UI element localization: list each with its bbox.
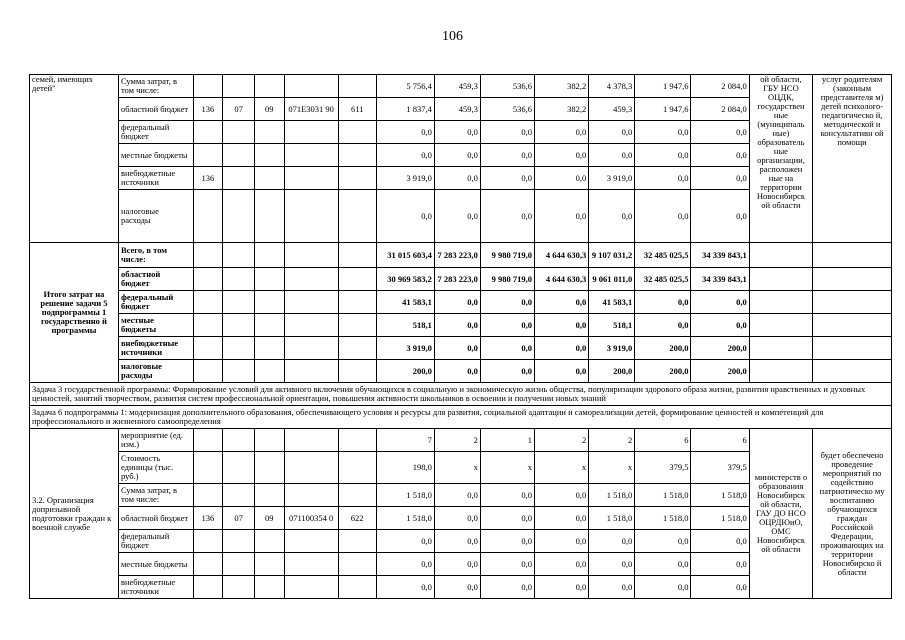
value-cell: 382,2 <box>535 98 589 121</box>
value-cell: 0,0 <box>635 121 691 144</box>
value-cell: х <box>535 452 589 484</box>
value-cell: 9 107 031,2 <box>589 243 635 268</box>
value-cell: 1 947,6 <box>635 75 691 98</box>
grbs-cell <box>193 576 223 599</box>
empty-cell <box>338 314 376 337</box>
empty-cell <box>284 360 338 383</box>
vr-cell <box>338 75 376 98</box>
empty-cell <box>813 291 892 314</box>
vr-cell <box>338 530 376 553</box>
measure-name-cell: 3.2. Организация допризывной подготовки граждан к военной службе <box>30 429 119 599</box>
value-cell: х <box>434 452 480 484</box>
empty-cell <box>254 268 284 291</box>
value-cell: 2 084,0 <box>691 75 749 98</box>
pr-cell <box>254 144 284 167</box>
value-cell: 0,0 <box>434 314 480 337</box>
value-cell: 379,5 <box>691 452 749 484</box>
value-cell: 0,0 <box>535 167 589 190</box>
value-cell: 4 644 630,3 <box>535 243 589 268</box>
value-cell: 518,1 <box>376 314 434 337</box>
value-cell: 0,0 <box>480 337 534 360</box>
row-label-cell: местные бюджеты <box>118 553 193 576</box>
row-label-cell: Стоимость единицы (тыс. руб.) <box>118 452 193 484</box>
value-cell: 0,0 <box>480 121 534 144</box>
value-cell: 0,0 <box>480 314 534 337</box>
value-cell: 1 837,4 <box>376 98 434 121</box>
empty-cell <box>749 291 812 314</box>
value-cell: 1 947,6 <box>635 98 691 121</box>
value-cell: 0,0 <box>376 576 434 599</box>
rz-cell <box>223 190 255 243</box>
value-cell: 0,0 <box>691 553 749 576</box>
csr-cell <box>284 576 338 599</box>
value-cell: 0,0 <box>480 144 534 167</box>
empty-cell <box>284 268 338 291</box>
pr-cell <box>254 553 284 576</box>
csr-cell <box>284 121 338 144</box>
empty-cell <box>193 337 223 360</box>
value-cell: 536,6 <box>480 75 534 98</box>
empty-cell <box>338 243 376 268</box>
value-cell: 0,0 <box>480 553 534 576</box>
rz-cell: 07 <box>223 507 255 530</box>
pr-cell <box>254 429 284 452</box>
row-label-cell: Всего, в том числе: <box>118 243 193 268</box>
empty-cell <box>284 337 338 360</box>
row-label-cell: федеральный бюджет <box>118 291 193 314</box>
value-cell: 0,0 <box>635 167 691 190</box>
task-rows <box>30 383 892 429</box>
vr-cell <box>338 144 376 167</box>
pr-cell <box>254 576 284 599</box>
value-cell: 0,0 <box>535 507 589 530</box>
value-cell: 0,0 <box>376 530 434 553</box>
value-cell: 4 378,3 <box>589 75 635 98</box>
vr-cell <box>338 429 376 452</box>
empty-cell <box>254 243 284 268</box>
value-cell: 0,0 <box>589 144 635 167</box>
row-label-cell: Сумма затрат, в том числе: <box>118 484 193 507</box>
empty-cell <box>749 243 812 268</box>
csr-cell <box>284 75 338 98</box>
row-label-cell: областной бюджет <box>118 268 193 291</box>
empty-cell <box>223 291 255 314</box>
pr-cell: 09 <box>254 98 284 121</box>
empty-cell <box>254 291 284 314</box>
value-cell: 0,0 <box>589 530 635 553</box>
value-cell: 0,0 <box>535 484 589 507</box>
value-cell: 9 980 719,0 <box>480 243 534 268</box>
csr-cell <box>284 553 338 576</box>
value-cell: 0,0 <box>589 121 635 144</box>
empty-cell <box>193 268 223 291</box>
grbs-cell <box>193 121 223 144</box>
value-cell: 3 919,0 <box>376 167 434 190</box>
totals-title-cell: Итого затрат на решение задачи 5 подпрограммы 1 государственно й программы <box>30 243 119 383</box>
row-label-cell: налоговые расходы <box>118 190 193 243</box>
value-cell: 0,0 <box>691 121 749 144</box>
value-cell: 0,0 <box>376 144 434 167</box>
value-cell: 32 485 025,5 <box>635 243 691 268</box>
empty-cell <box>223 268 255 291</box>
value-cell: 0,0 <box>635 190 691 243</box>
csr-cell: 071100354 0 <box>284 507 338 530</box>
value-cell: 9 061 011,0 <box>589 268 635 291</box>
task-6-text: Задача 6 подпрограммы 1: модернизация дополнительного образования, обеспечивающего условия и ресурсы для развития, социальной адаптации и самореализации детей, формирование ценностей и компетенций для профессионального и жизненного самоопределения <box>30 406 892 429</box>
table-row <box>30 429 892 452</box>
value-cell: 34 339 843,1 <box>691 268 749 291</box>
value-cell: 0,0 <box>691 167 749 190</box>
row-label-cell: областной бюджет <box>118 98 193 121</box>
rz-cell <box>223 144 255 167</box>
executors-cell: ой области, ГБУ НСО ОЦДК, государствен ные (муниципаль ные) образователь ные организации, расположен ные на территории Новосибирск ой области <box>749 75 812 243</box>
rz-cell <box>223 576 255 599</box>
vr-cell: 622 <box>338 507 376 530</box>
table-row <box>30 75 892 98</box>
value-cell: 200,0 <box>691 337 749 360</box>
value-cell: 5 756,4 <box>376 75 434 98</box>
value-cell: 0,0 <box>635 291 691 314</box>
value-cell: 0,0 <box>691 530 749 553</box>
value-cell: 3 919,0 <box>589 337 635 360</box>
rz-cell <box>223 484 255 507</box>
pr-cell <box>254 121 284 144</box>
row-label-cell: налоговые расходы <box>118 360 193 383</box>
value-cell: 7 283 223,0 <box>434 268 480 291</box>
vr-cell <box>338 190 376 243</box>
row-label-cell: областной бюджет <box>118 507 193 530</box>
value-cell: 379,5 <box>635 452 691 484</box>
value-cell: 382,2 <box>535 75 589 98</box>
value-cell: 0,0 <box>480 484 534 507</box>
value-cell: 0,0 <box>535 144 589 167</box>
value-cell: 0,0 <box>480 507 534 530</box>
value-cell: 0,0 <box>635 553 691 576</box>
empty-cell <box>254 360 284 383</box>
totals-body <box>30 243 892 383</box>
section-2-body <box>30 429 892 599</box>
empty-cell <box>193 314 223 337</box>
value-cell: 32 485 025,5 <box>635 268 691 291</box>
totals-row <box>30 291 892 314</box>
value-cell: 0,0 <box>589 190 635 243</box>
value-cell: 459,3 <box>589 98 635 121</box>
pr-cell <box>254 167 284 190</box>
vr-cell: 611 <box>338 98 376 121</box>
grbs-cell <box>193 484 223 507</box>
vr-cell <box>338 484 376 507</box>
row-label-cell: федеральный бюджет <box>118 530 193 553</box>
empty-cell <box>254 337 284 360</box>
value-cell: 1 <box>480 429 534 452</box>
value-cell: 0,0 <box>535 337 589 360</box>
pr-cell: 09 <box>254 507 284 530</box>
value-cell: 0,0 <box>691 291 749 314</box>
grbs-cell <box>193 452 223 484</box>
value-cell: 7 <box>376 429 434 452</box>
rz-cell <box>223 75 255 98</box>
value-cell: 0,0 <box>535 291 589 314</box>
grbs-cell <box>193 190 223 243</box>
value-cell: 30 969 583,2 <box>376 268 434 291</box>
value-cell: 3 919,0 <box>376 337 434 360</box>
value-cell: 200,0 <box>589 360 635 383</box>
empty-cell <box>813 314 892 337</box>
empty-cell <box>223 360 255 383</box>
empty-cell <box>284 291 338 314</box>
empty-cell <box>254 314 284 337</box>
value-cell: 198,0 <box>376 452 434 484</box>
task-3-row <box>30 383 892 406</box>
csr-cell <box>284 167 338 190</box>
csr-cell <box>284 484 338 507</box>
value-cell: 0,0 <box>434 144 480 167</box>
value-cell: 0,0 <box>691 190 749 243</box>
value-cell: 2 <box>434 429 480 452</box>
vr-cell <box>338 167 376 190</box>
budget-table <box>29 74 892 599</box>
pr-cell <box>254 484 284 507</box>
value-cell: 0,0 <box>635 314 691 337</box>
value-cell: х <box>589 452 635 484</box>
value-cell: 1 518,0 <box>635 507 691 530</box>
empty-cell <box>193 291 223 314</box>
value-cell: 1 518,0 <box>376 507 434 530</box>
csr-cell <box>284 429 338 452</box>
value-cell: 0,0 <box>480 530 534 553</box>
totals-row <box>30 243 892 268</box>
value-cell: 0,0 <box>480 360 534 383</box>
page-number: 106 <box>442 29 463 44</box>
value-cell: 0,0 <box>535 530 589 553</box>
empty-cell <box>813 243 892 268</box>
result-cell: будет обеспечено проведение мероприятий по содействию патриотическо му воспитанию обучающихся граждан Российской Федерации, проживающих на территории Новосибирско й области <box>813 429 892 599</box>
value-cell: 0,0 <box>480 576 534 599</box>
empty-cell <box>338 291 376 314</box>
value-cell: 0,0 <box>635 144 691 167</box>
value-cell: 0,0 <box>535 190 589 243</box>
csr-cell <box>284 530 338 553</box>
executors-cell: министерств о образования Новосибирск ой области, ГАУ ДО НСО ОЦРДЮиО, ОМС Новосибирск ой области <box>749 429 812 599</box>
value-cell: 0,0 <box>434 360 480 383</box>
totals-row <box>30 314 892 337</box>
value-cell: 0,0 <box>480 190 534 243</box>
value-cell: 200,0 <box>376 360 434 383</box>
value-cell: 1 518,0 <box>635 484 691 507</box>
value-cell: 41 583,1 <box>589 291 635 314</box>
empty-cell <box>193 360 223 383</box>
value-cell: 2 <box>535 429 589 452</box>
empty-cell <box>223 337 255 360</box>
pr-cell <box>254 530 284 553</box>
value-cell: 0,0 <box>535 553 589 576</box>
value-cell: 0,0 <box>434 121 480 144</box>
value-cell: 6 <box>691 429 749 452</box>
measure-name-cell: семей, имеющих детей" <box>30 75 119 243</box>
totals-row <box>30 337 892 360</box>
value-cell: 0,0 <box>434 530 480 553</box>
empty-cell <box>813 360 892 383</box>
vr-cell <box>338 452 376 484</box>
empty-cell <box>749 337 812 360</box>
grbs-cell <box>193 75 223 98</box>
section-1-body <box>30 75 892 243</box>
totals-row <box>30 360 892 383</box>
value-cell: 0,0 <box>434 553 480 576</box>
value-cell: х <box>480 452 534 484</box>
value-cell: 0,0 <box>434 291 480 314</box>
value-cell: 459,3 <box>434 75 480 98</box>
pr-cell <box>254 452 284 484</box>
value-cell: 1 518,0 <box>691 507 749 530</box>
value-cell: 0,0 <box>535 360 589 383</box>
rz-cell: 07 <box>223 98 255 121</box>
value-cell: 3 919,0 <box>589 167 635 190</box>
pr-cell <box>254 190 284 243</box>
empty-cell <box>223 314 255 337</box>
rz-cell <box>223 530 255 553</box>
csr-cell <box>284 144 338 167</box>
value-cell: 459,3 <box>434 98 480 121</box>
value-cell: 0,0 <box>691 144 749 167</box>
value-cell: 0,0 <box>635 576 691 599</box>
empty-cell <box>338 337 376 360</box>
grbs-cell <box>193 530 223 553</box>
value-cell: 2 084,0 <box>691 98 749 121</box>
totals-row <box>30 268 892 291</box>
task-3-text: Задача 3 государственной программы: Формирование условий для активного включения обучающихся в социальную и экономическую жизнь общества, популяризации здорового образа жизни, развития нравственных и духовных ценностей, занятий творчеством, развития систем профессиональной ориентации, повышения активности школьников в освоении и получении новых знаний <box>30 383 892 406</box>
rz-cell <box>223 452 255 484</box>
row-label-cell: Сумма затрат, в том числе: <box>118 75 193 98</box>
row-label-cell: мероприятие (ед. изм.) <box>118 429 193 452</box>
value-cell: 0,0 <box>480 167 534 190</box>
value-cell: 0,0 <box>535 314 589 337</box>
empty-cell <box>813 268 892 291</box>
grbs-cell: 136 <box>193 98 223 121</box>
row-label-cell: местные бюджеты <box>118 314 193 337</box>
empty-cell <box>749 268 812 291</box>
row-label-cell: внебюджетные источники <box>118 576 193 599</box>
task-6-row <box>30 406 892 429</box>
value-cell: 0,0 <box>691 576 749 599</box>
rz-cell <box>223 121 255 144</box>
value-cell: 1 518,0 <box>691 484 749 507</box>
value-cell: 200,0 <box>635 360 691 383</box>
value-cell: 0,0 <box>535 576 589 599</box>
value-cell: 518,1 <box>589 314 635 337</box>
empty-cell <box>749 314 812 337</box>
value-cell: 0,0 <box>376 121 434 144</box>
empty-cell <box>284 243 338 268</box>
value-cell: 0,0 <box>434 337 480 360</box>
grbs-cell <box>193 553 223 576</box>
rz-cell <box>223 553 255 576</box>
row-label-cell: местные бюджеты <box>118 144 193 167</box>
value-cell: 1 518,0 <box>589 484 635 507</box>
rz-cell <box>223 167 255 190</box>
grbs-cell <box>193 429 223 452</box>
grbs-cell: 136 <box>193 507 223 530</box>
value-cell: 200,0 <box>635 337 691 360</box>
value-cell: 41 583,1 <box>376 291 434 314</box>
value-cell: 9 980 719,0 <box>480 268 534 291</box>
value-cell: 0,0 <box>589 553 635 576</box>
csr-cell <box>284 452 338 484</box>
value-cell: 536,6 <box>480 98 534 121</box>
value-cell: 4 644 630,3 <box>535 268 589 291</box>
pr-cell <box>254 75 284 98</box>
row-label-cell: внебюджетные источники <box>118 337 193 360</box>
value-cell: 0,0 <box>535 121 589 144</box>
empty-cell <box>338 360 376 383</box>
empty-cell <box>284 314 338 337</box>
value-cell: 0,0 <box>691 314 749 337</box>
row-label-cell: внебюджетные источники <box>118 167 193 190</box>
empty-cell <box>749 360 812 383</box>
value-cell: 0,0 <box>376 553 434 576</box>
row-label-cell: федеральный бюджет <box>118 121 193 144</box>
vr-cell <box>338 553 376 576</box>
value-cell: 0,0 <box>434 507 480 530</box>
grbs-cell: 136 <box>193 167 223 190</box>
value-cell: 0,0 <box>635 530 691 553</box>
value-cell: 6 <box>635 429 691 452</box>
grbs-cell <box>193 144 223 167</box>
value-cell: 0,0 <box>434 190 480 243</box>
vr-cell <box>338 576 376 599</box>
csr-cell <box>284 190 338 243</box>
value-cell: 7 283 223,0 <box>434 243 480 268</box>
value-cell: 0,0 <box>434 484 480 507</box>
rz-cell <box>223 429 255 452</box>
value-cell: 1 518,0 <box>376 484 434 507</box>
empty-cell <box>193 243 223 268</box>
value-cell: 34 339 843,1 <box>691 243 749 268</box>
value-cell: 31 015 603,4 <box>376 243 434 268</box>
value-cell: 2 <box>589 429 635 452</box>
value-cell: 0,0 <box>434 576 480 599</box>
empty-cell <box>223 243 255 268</box>
vr-cell <box>338 121 376 144</box>
value-cell: 1 518,0 <box>589 507 635 530</box>
empty-cell <box>813 337 892 360</box>
csr-cell: 071E3031 90 <box>284 98 338 121</box>
empty-cell <box>338 268 376 291</box>
value-cell: 0,0 <box>480 291 534 314</box>
result-cell: услуг родителям (законным представителя м) детей психолого-педагогическо й, методической и консультативн ой помощи <box>813 75 892 243</box>
value-cell: 0,0 <box>434 167 480 190</box>
value-cell: 200,0 <box>691 360 749 383</box>
value-cell: 0,0 <box>589 576 635 599</box>
value-cell: 0,0 <box>376 190 434 243</box>
